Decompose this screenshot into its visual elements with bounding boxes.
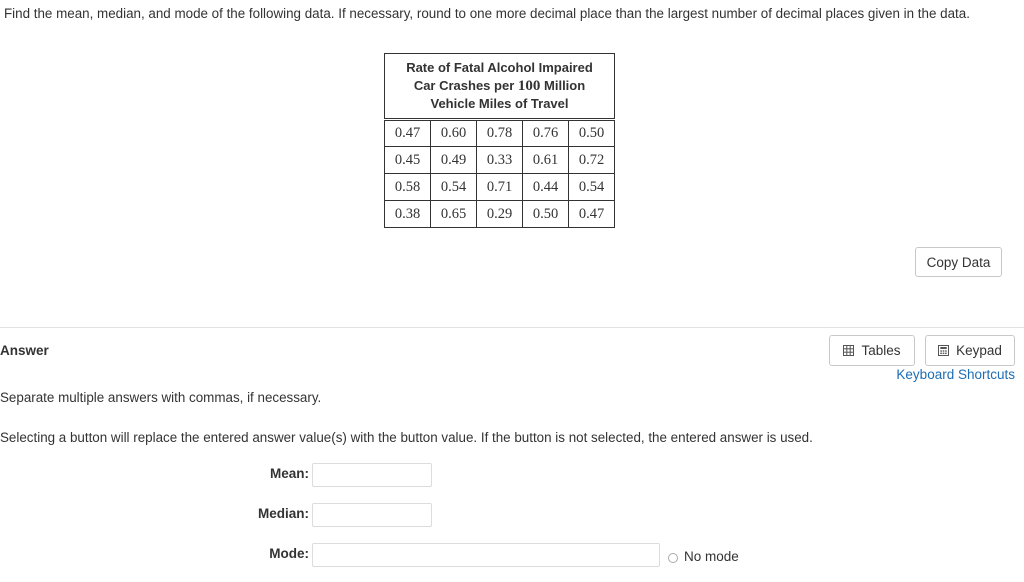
table-cell: 0.72 [569,147,615,174]
header-line-3: Vehicle Miles of Travel [430,96,569,111]
table-cell: 0.54 [431,174,477,201]
median-label: Median: [257,506,309,521]
header-number: 100 [517,78,541,94]
table-cell: 0.50 [523,201,569,228]
no-mode-label[interactable]: No mode [684,549,739,564]
table-cell: 0.33 [477,147,523,174]
question-text: Find the mean, median, and mode of the following data. If necessary, round to one more decimal place than the largest number of decimal places given in the data. [4,6,970,21]
table-cell: 0.61 [523,147,569,174]
table-cell: 0.60 [431,120,477,147]
median-input[interactable] [312,503,432,527]
table-cell: 0.47 [569,201,615,228]
header-line-1: Rate of Fatal Alcohol Impaired [406,60,593,75]
table-cell: 0.38 [385,201,431,228]
table-cell: 0.49 [431,147,477,174]
data-table [384,53,615,228]
table-row [385,201,615,228]
table-header [385,54,615,120]
instruction-button: Selecting a button will replace the entered answer value(s) with the button value. If the button is not selected, the entered answer is used. [0,430,813,445]
keyboard-shortcuts-link[interactable]: Keyboard Shortcuts [896,367,1015,382]
header-line-2 [389,77,610,95]
header-line-2-pre: Car Crashes per [413,78,515,93]
table-cell: 0.58 [385,174,431,201]
table-row [385,174,615,201]
mean-input[interactable] [312,463,432,487]
table-row [385,147,615,174]
table-cell: 0.29 [477,201,523,228]
table-cell: 0.54 [569,174,615,201]
table-cell: 0.50 [569,120,615,147]
mode-input[interactable] [312,543,660,567]
header-line-2-post: Million [544,78,586,93]
table-body [385,120,615,228]
answer-title: Answer [0,343,49,358]
table-cell: 0.44 [523,174,569,201]
table-cell: 0.65 [431,201,477,228]
mode-label: Mode: [269,546,309,561]
copy-data-button[interactable]: Copy Data [915,247,1002,277]
no-mode-radio[interactable] [668,553,678,563]
table-grid-icon [843,345,854,356]
tables-label: Tables [861,343,901,358]
instruction-separate: Separate multiple answers with commas, if necessary. [0,390,322,405]
keypad-button[interactable] [925,335,1015,366]
mean-label: Mean: [269,466,309,481]
table-cell: 0.78 [477,120,523,147]
section-divider [0,327,1024,328]
table-row [385,120,615,147]
table-cell: 0.76 [523,120,569,147]
calculator-icon [938,345,949,356]
keypad-label: Keypad [956,343,1002,358]
tables-button[interactable] [829,335,915,366]
table-cell: 0.45 [385,147,431,174]
table-cell: 0.71 [477,174,523,201]
table-cell: 0.47 [385,120,431,147]
